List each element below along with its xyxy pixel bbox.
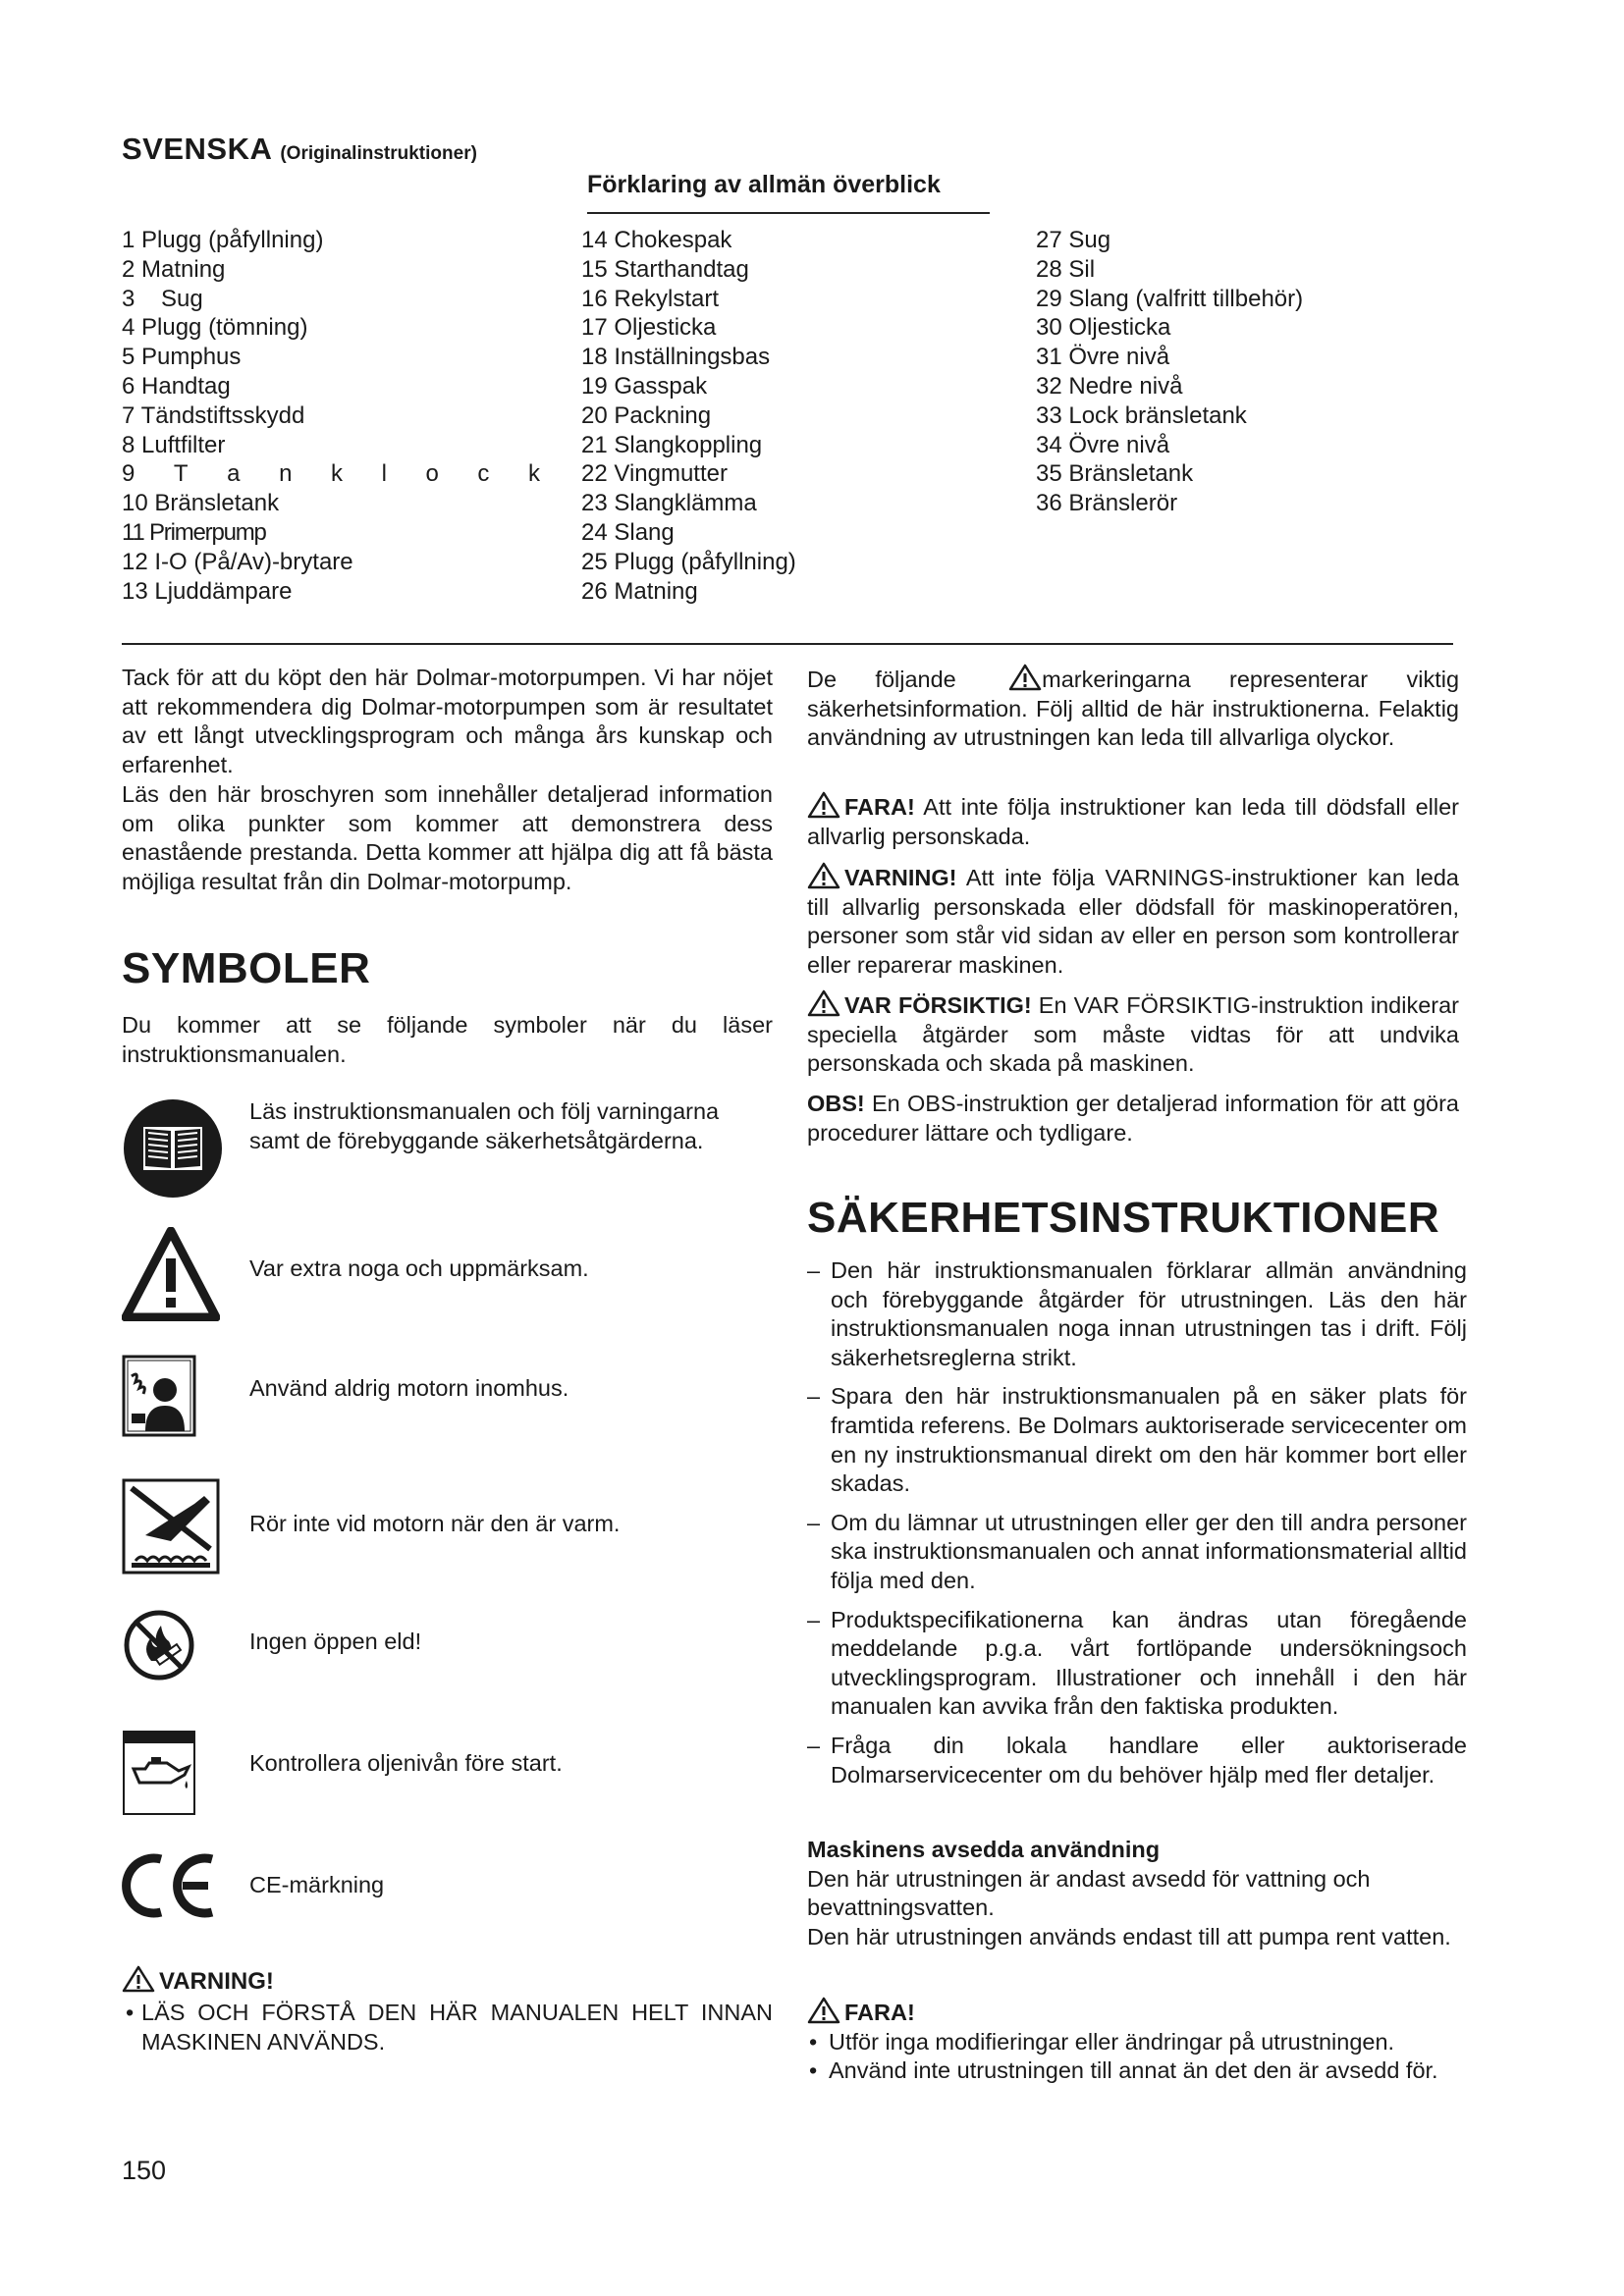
- symbol-row: [122, 1097, 770, 1205]
- list-item-text: Om du lämnar ut utrustningen eller ger den till andra personer ska instruktionsmanualen och annat informationsmaterial alltid följa med den.: [831, 1509, 1467, 1593]
- list-item-text: Den här instruktionsmanualen förklarar allmän användning och förebyggande åtgärder för utrustningen. Läs den här instruktionsmanualen noga innan utrustningen tas i drift. Följ säkerhetsreglerna strikt.: [831, 1257, 1467, 1370]
- bullet-dash: –: [807, 1732, 821, 1758]
- warning-label: VARNING!: [159, 1968, 274, 1995]
- forsiktig-notice: [807, 989, 1459, 1079]
- intended-use-text: Den här utrustningen är andast avsedd för vattning och bevattningsvatten.: [807, 1865, 1371, 1921]
- list-item: [807, 1606, 1467, 1722]
- overview-item: 26 Matning: [581, 577, 698, 605]
- overview-item: 17 Oljesticka: [581, 314, 717, 342]
- overview-item: 19 Gasspak: [581, 372, 708, 400]
- section-divider: [122, 643, 1453, 645]
- overview-item: 33 Lock bränsletank: [1036, 401, 1247, 429]
- overview-item: 32 Nedre nivå: [1036, 372, 1183, 400]
- overview-item: 35 Bränsletank: [1036, 460, 1194, 488]
- symbol-row: [122, 1355, 770, 1443]
- overview-item: 27 Sug: [1036, 227, 1111, 253]
- safety-fara-section: [807, 1997, 1459, 2086]
- symbol-row: [122, 1851, 770, 1930]
- overview-item: 30 Oljesticka: [1036, 314, 1171, 342]
- safety-list: [807, 1256, 1467, 1789]
- overview-item: 14 Chokespak: [581, 227, 732, 253]
- tanklock-number: 9: [122, 460, 135, 488]
- varning-text: Att inte följa VARNINGS-instruktioner kan leda till allvarlig personskada eller dödsfall för maskinoperatören, personer som står vid sidan av eller en person som kontrollerar eller reparerar maskinen.: [807, 865, 1459, 978]
- bullet-dash: –: [807, 1606, 821, 1632]
- symbol-description: Ingen öppen eld!: [249, 1629, 422, 1654]
- list-item: [807, 2028, 1459, 2057]
- language-title: [122, 132, 477, 167]
- list-item-text: Fråga din lokala handlare eller auktoriserade Dolmarservicecenter om du behöver hjälp med fler detaljer.: [831, 1732, 1467, 1788]
- warning-triangle-icon: [122, 1227, 220, 1321]
- forsiktig-text: En VAR FÖRSIKTIG-instruktion indikerar speciella åtgärder som måste vidtas för att undvika personskada och skada på maskinen.: [807, 992, 1460, 1077]
- symbol-row: [122, 1608, 770, 1696]
- intro-paragraph-2: Läs den här broschyren som innehåller detaljerad information om olika punkter som kommer att demonstrera dess enastående prestanda. Detta kommer att hjälpa dig att få bästa möjliga resultat från din Dolmar-motorpump.: [122, 781, 773, 894]
- overview-item: 7 Tändstiftsskydd: [122, 401, 305, 429]
- symbols-warning-bullet: [122, 1999, 773, 2056]
- list-item: [807, 2056, 1459, 2086]
- overview-item: 4 Plugg (tömning): [122, 314, 308, 342]
- bullet-dot: •: [809, 2028, 818, 2055]
- language-subtitle: (Originalinstruktioner): [280, 143, 477, 164]
- symbol-description: Kontrollera oljenivån före start.: [249, 1750, 563, 1776]
- bullet-dash: –: [807, 1257, 821, 1283]
- warning-triangle-icon: [807, 1997, 840, 2024]
- intended-use-text: Den här utrustningen används endast till att pumpa rent vatten.: [807, 1923, 1451, 1949]
- obs-text: En OBS-instruktion ger detaljerad information för att göra procedurer lättare och tydligare.: [807, 1091, 1459, 1146]
- symbols-heading: SYMBOLER: [122, 944, 371, 992]
- list-item: [807, 1509, 1467, 1596]
- varning-label: VARNING!: [844, 865, 957, 890]
- tanklock-letter: a: [227, 460, 241, 488]
- overview-item: 31 Övre nivå: [1036, 344, 1170, 371]
- overview-item: 28 Sil: [1036, 255, 1096, 283]
- list-item: [807, 1382, 1467, 1498]
- tanklock-letter: l: [381, 460, 387, 488]
- overview-item: 23 Slangklämma: [581, 490, 757, 517]
- overview-item: 5 Pumphus: [122, 344, 242, 371]
- overview-item: 21 Slangkoppling: [581, 431, 763, 458]
- overview-title-underline: [587, 212, 990, 214]
- indoor-exhaust-icon: [122, 1355, 196, 1437]
- overview-item: 20 Packning: [581, 401, 712, 429]
- symbol-row: [122, 1227, 770, 1325]
- overview-item: 24 Slang: [581, 518, 675, 546]
- intended-use-section: [807, 1836, 1459, 1951]
- fara-label: FARA!: [844, 794, 915, 820]
- overview-item: 34 Övre nivå: [1036, 431, 1170, 458]
- overview-item: 13 Ljuddämpare: [122, 577, 293, 605]
- symbols-warning-title: [122, 1965, 274, 1996]
- markers-intro-start: De följande: [807, 667, 956, 692]
- safety-fara-label: FARA!: [844, 2000, 915, 2025]
- symbols-intro: Du kommer att se följande symboler när du läser instruktionsmanualen.: [122, 1012, 773, 1067]
- symbol-description: Rör inte vid motorn när den är varm.: [249, 1511, 621, 1536]
- symbol-row: [122, 1730, 770, 1818]
- tanklock-letter: c: [477, 460, 490, 488]
- overview-column-2: [581, 226, 1013, 606]
- forsiktig-label: VAR FÖRSIKTIG!: [844, 992, 1032, 1018]
- intended-use-heading: Maskinens avsedda användning: [807, 1837, 1161, 1862]
- overview-item: 12 I-O (På/Av)-brytare: [122, 548, 353, 575]
- list-item: [807, 1732, 1467, 1789]
- overview-title: Förklaring av allmän överblick: [587, 171, 941, 198]
- list-item-text: Använd inte utrustningen till annat än det den är avsedd för.: [829, 2057, 1438, 2084]
- tanklock-letter: k: [527, 460, 540, 488]
- symbol-description: CE-märkning: [249, 1872, 385, 1897]
- intro-paragraph-1: Tack för att du köpt den här Dolmar-motorpumpen. Vi har nöjet att rekommendera dig Dolmar-motorpumpen som är resultatet av ett långt utvecklingsprogram och många års kunskap och erfarenhet.: [122, 665, 773, 777]
- overview-item: 16 Rekylstart: [581, 285, 720, 312]
- symbol-description: Var extra noga och uppmärksam.: [249, 1255, 589, 1281]
- overview-item: 22 Vingmutter: [581, 460, 728, 488]
- manual-book-icon: [122, 1097, 224, 1200]
- bullet-dash: –: [807, 1509, 821, 1535]
- safety-fara-title: [807, 1997, 1459, 2028]
- tanklock-letter: n: [279, 460, 293, 488]
- overview-item: 29 Slang (valfritt tillbehör): [1036, 285, 1304, 312]
- no-open-flame-icon: [122, 1608, 196, 1682]
- overview-item: 6 Handtag: [122, 372, 231, 400]
- overview-column-1: [122, 226, 544, 606]
- page-number: 150: [122, 2156, 167, 2185]
- warning-triangle-icon: [1008, 664, 1042, 691]
- overview-item: 8 Luftfilter: [122, 431, 226, 458]
- overview-item: 25 Plugg (påfyllning): [581, 548, 796, 575]
- markers-intro-rest: markeringarna representerar viktig säkerhetsinformation. Följ alltid de här instruktionerna. Felaktig användning av utrustningen kan leda till allvarliga olyckor.: [807, 667, 1460, 751]
- hot-surface-icon: [122, 1478, 220, 1575]
- overview-item: 3 Sug: [122, 285, 203, 312]
- bullet-dot: •: [126, 2000, 135, 2025]
- list-item: [807, 1256, 1467, 1372]
- tanklock-letter: o: [425, 460, 439, 488]
- bullet-dash: –: [807, 1383, 821, 1410]
- varning-notice: [807, 862, 1459, 980]
- list-item-text: Produktspecifikationerna kan ändras utan föregående meddelande p.g.a. vårt fortlöpande undersökningsoch utvecklingsprogram. Illustrationer och innehåll i den här manualen kan avvika från den faktiska produkten.: [831, 1606, 1467, 1720]
- tanklock-letter: k: [331, 460, 343, 488]
- symbol-row: [122, 1478, 770, 1576]
- tanklock-letter: T: [173, 460, 189, 488]
- overview-item: 2 Matning: [122, 255, 226, 283]
- warning-text: LÄS OCH FÖRSTÅ DEN HÄR MANUALEN HELT INNAN MASKINEN ANVÄNDS.: [141, 2000, 773, 2055]
- symbol-description: Använd aldrig motorn inomhus.: [249, 1375, 569, 1401]
- safety-heading: SÄKERHETSINSTRUKTIONER: [807, 1194, 1440, 1242]
- ce-mark-icon: [122, 1851, 216, 1920]
- oil-can-icon: [122, 1730, 196, 1816]
- overview-item: 1 Plugg (påfyllning): [122, 227, 324, 253]
- warning-triangle-icon: [807, 862, 840, 889]
- language-label: SVENSKA: [122, 132, 272, 166]
- markers-intro: [807, 664, 1459, 753]
- warning-triangle-icon: [122, 1965, 155, 1993]
- overview-item: 15 Starthandtag: [581, 255, 749, 283]
- bullet-dot: •: [809, 2057, 818, 2084]
- overview-item-tanklock: [122, 459, 540, 489]
- overview-item: 11 Primerpump: [122, 518, 266, 546]
- fara-text: Att inte följa instruktioner kan leda till dödsfall eller allvarlig personskada.: [807, 794, 1459, 849]
- obs-notice: [807, 1090, 1459, 1148]
- overview-column-3: [1036, 226, 1507, 518]
- symbol-description: Läs instruktionsmanualen och följ varningarna samt de förebyggande säkerhetsåtgärderna.: [249, 1098, 720, 1153]
- fara-notice: [807, 791, 1459, 851]
- warning-triangle-icon: [807, 989, 840, 1017]
- list-item-text: Utför inga modifieringar eller ändringar på utrustningen.: [829, 2028, 1395, 2055]
- obs-label: OBS!: [807, 1091, 865, 1116]
- list-item-text: Spara den här instruktionsmanualen på en säker plats för framtida referens. Be Dolmars auktoriserade servicecenter om en ny instruktionsmanual direkt om den här kommer bort eller skadas.: [831, 1383, 1467, 1497]
- overview-item: 18 Inställningsbas: [581, 344, 771, 371]
- overview-item: 36 Bränslerör: [1036, 490, 1178, 517]
- overview-item: 10 Bränsletank: [122, 490, 280, 517]
- warning-triangle-icon: [807, 791, 840, 819]
